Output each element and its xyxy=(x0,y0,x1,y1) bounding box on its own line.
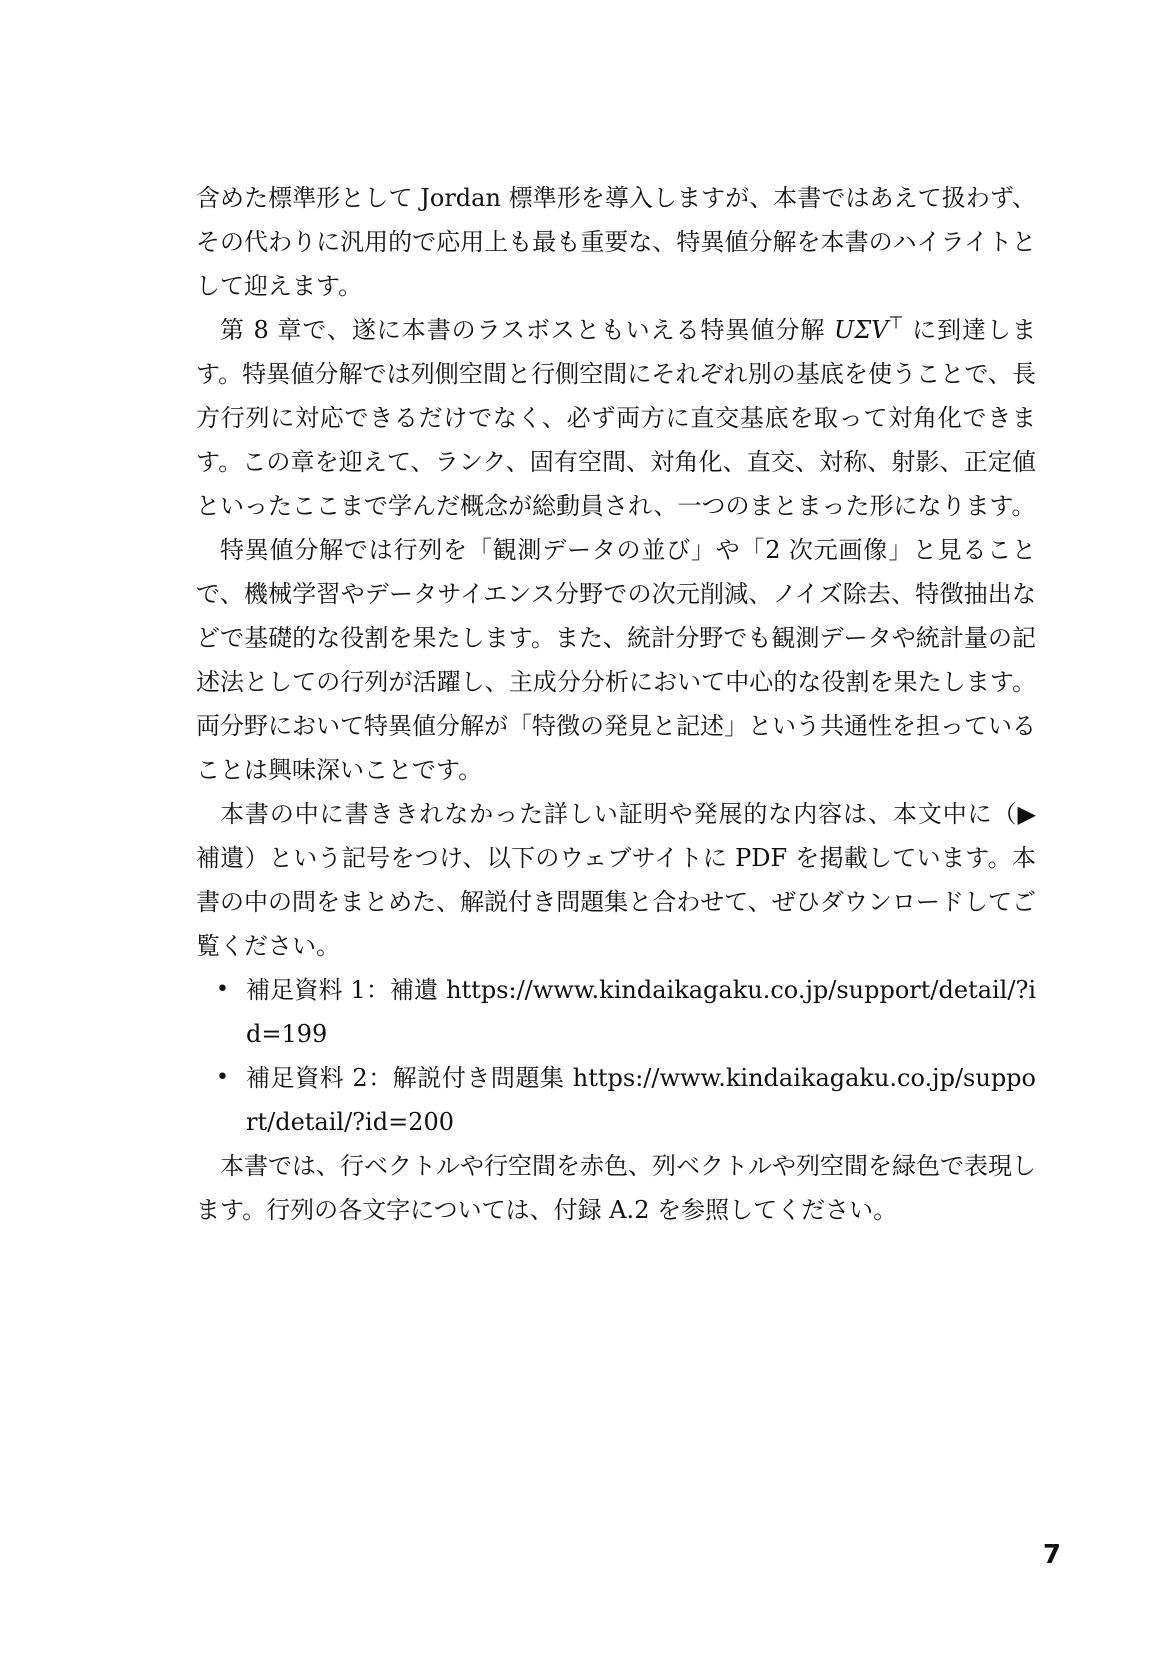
page-number: 7 xyxy=(1042,1540,1061,1570)
bullet-icon: • xyxy=(216,977,229,1002)
resource-link[interactable]: https://www.kindaikagaku.co.jp/support/detail/?id=200 xyxy=(246,1064,1036,1136)
paragraph-applications: 特異値分解では行列を「観測データの並び」や「2 次元画像」と見ることで、機械学習やデータサイエンス分野での次元削減、ノイズ除去、特徴抽出などで基礎的な役割を果たします。また、統計分野でも観測データや統計量の記述法としての行列が活躍し、主成分分析において中心的な役割を果たします。両分野において特異値分解が「特徴の発見と記述」という共通性を担っていることは興味深いことです。 xyxy=(196,536,1036,784)
resource-item xyxy=(216,968,1036,1056)
resource-label: 補足資料 1：補遺 xyxy=(246,976,439,1004)
bullet-icon: • xyxy=(216,1065,229,1090)
paragraph-chapter-8 xyxy=(196,308,1036,528)
paragraph-supplements: 本書の中に書ききれなかった詳しい証明や発展的な内容は、本文中に（▶ 補遺）という記号をつけ、以下のウェブサイトに PDF を掲載しています。本書の中の問をまとめた、解説付き問題集と合わせて、ぜひダウンロードしてご覧ください。 xyxy=(196,800,1036,960)
paragraph-color-convention: 本書では、行ベクトルや行空間を赤色、列ベクトルや列空間を緑色で表現します。行列の各文字については、付録 A.2 を参照してください。 xyxy=(196,1152,1036,1224)
paragraph-continuation: 含めた標準形として Jordan 標準形を導入しますが、本書ではあえて扱わず、その代わりに汎用的で応用上も最も重要な、特異値分解を本書のハイライトとして迎えます。 xyxy=(196,184,1036,300)
paragraph-chapter-8-end: に到達します。特異値分解では列側空間と行側空間にそれぞれ別の基底を使うことで、長方行列に対応できるだけでなく、必ず両方に直交基底を取って対角化できます。この章を迎えて、ランク、固有空間、対角化、直交、対称、射影、正定値といったここまで学んだ概念が総動員され、一つのまとまった形になります。 xyxy=(196,316,1036,520)
resource-label: 補足資料 2：解説付き問題集 xyxy=(246,1064,565,1092)
resource-link[interactable]: https://www.kindaikagaku.co.jp/support/detail/?id=199 xyxy=(246,976,1036,1048)
resource-list xyxy=(196,968,1036,1144)
page-body xyxy=(196,176,1036,1232)
transpose-symbol: ⊤ xyxy=(888,313,904,334)
svd-formula: UΣV⊤ xyxy=(833,313,904,344)
paragraph-chapter-8-start: 第 8 章で、遂に本書のラスボスともいえる特異値分解 xyxy=(220,316,834,344)
resource-item xyxy=(216,1056,1036,1144)
